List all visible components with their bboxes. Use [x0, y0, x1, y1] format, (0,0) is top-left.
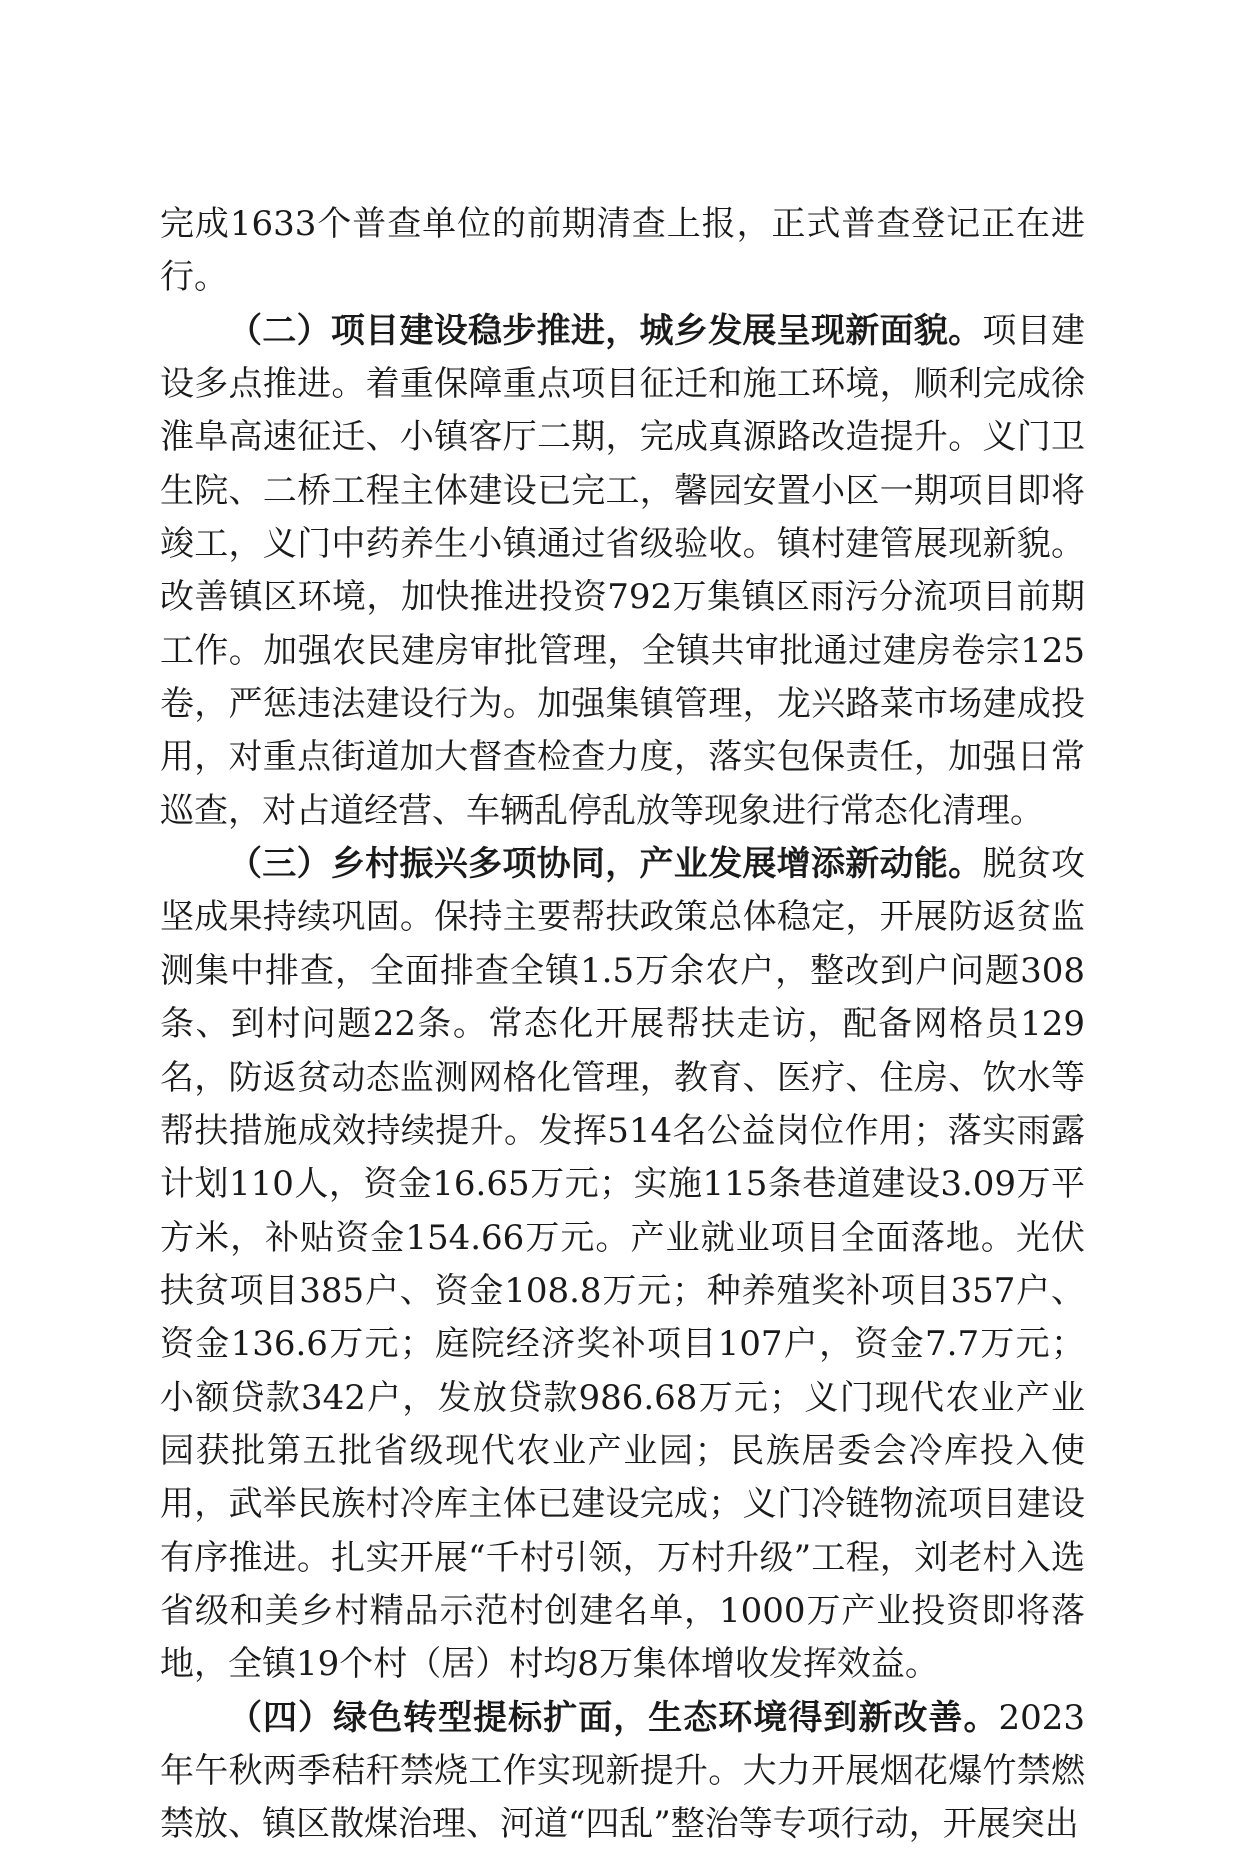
paragraph-text: 脱贫攻坚成果持续巩固。保持主要帮扶政策总体稳定，开展防返贫监测集中排查，全面排查全镇1.5万余农户，整改到户问题308条、到村问题22条。常态化开展帮扶走访，配备网格员129名，防返贫动态监测网格化管理，教育、医疗、住房、饮水等帮扶措施成效持续提升。发挥514名公益岗位作用；落实雨露计划110人，资金16.65万元；实施115条巷道建设3.09万平方米，补贴资金154.66万元。产业就业项目全面落地。光伏扶贫项目385户、资金108.8万元；种养殖奖补项目357户、资金136.6万元；庭院经济奖补项目107户，资金7.7万元；小额贷款342户，发放贷款986.68万元；义门现代农业产业园获批第五批省级现代农业产业园；民族居委会冷库投入使用，武举民族村冷库主体已建设完成；义门冷链物流项目建设有序推进。扎实开展“千村引领，万村升级”工程，刘老村入选省级和美乡村精品示范村创建名单，1000万产业投资即将落地，全镇19个村（居）村均8万集体增收发挥效益。 [160, 844, 1086, 1685]
paragraph-text: 项目建设多点推进。着重保障重点项目征迁和施工环境，顺利完成徐淮阜高速征迁、小镇客厅二期，完成真源路改造提升。义门卫生院、二桥工程主体建设已完工，馨园安置小区一期项目即将竣工，义门中药养生小镇通过省级验收。镇村建管展现新貌。改善镇区环境，加快推进投资792万集镇区雨污分流项目前期工作。加强农民建房审批管理，全镇共审批通过建房卷宗125卷，严惩违法建设行为。加强集镇管理，龙兴路菜市场建成投用，对重点街道加大督查检查力度，落实包保责任，加强日常巡查，对占道经营、车辆乱停乱放等现象进行常态化清理。 [160, 310, 1086, 831]
paragraph-rural-revitalization [160, 838, 1085, 1692]
section-heading: （四）绿色转型提标扩面，生态环境得到新改善。 [228, 1697, 999, 1738]
paragraph-continuation [160, 198, 1085, 305]
section-heading: （二）项目建设稳步推进，城乡发展呈现新面貌。 [228, 310, 983, 351]
paragraph-project-construction [160, 305, 1085, 838]
paragraph-green-transformation [160, 1692, 1085, 1852]
paragraph-text: 2023年午秋两季秸秆禁烧工作实现新提升。大力开展烟花爆竹禁燃禁放、镇区散煤治理、河道“四乱”整治等专项行动，开展突出 [160, 1697, 1085, 1845]
paragraph-text: 完成1633个普查单位的前期清查上报，正式普查登记正在进行。 [160, 204, 1085, 298]
document-body [160, 198, 1085, 1852]
section-heading: （三）乡村振兴多项协同，产业发展增添新动能。 [228, 844, 983, 885]
